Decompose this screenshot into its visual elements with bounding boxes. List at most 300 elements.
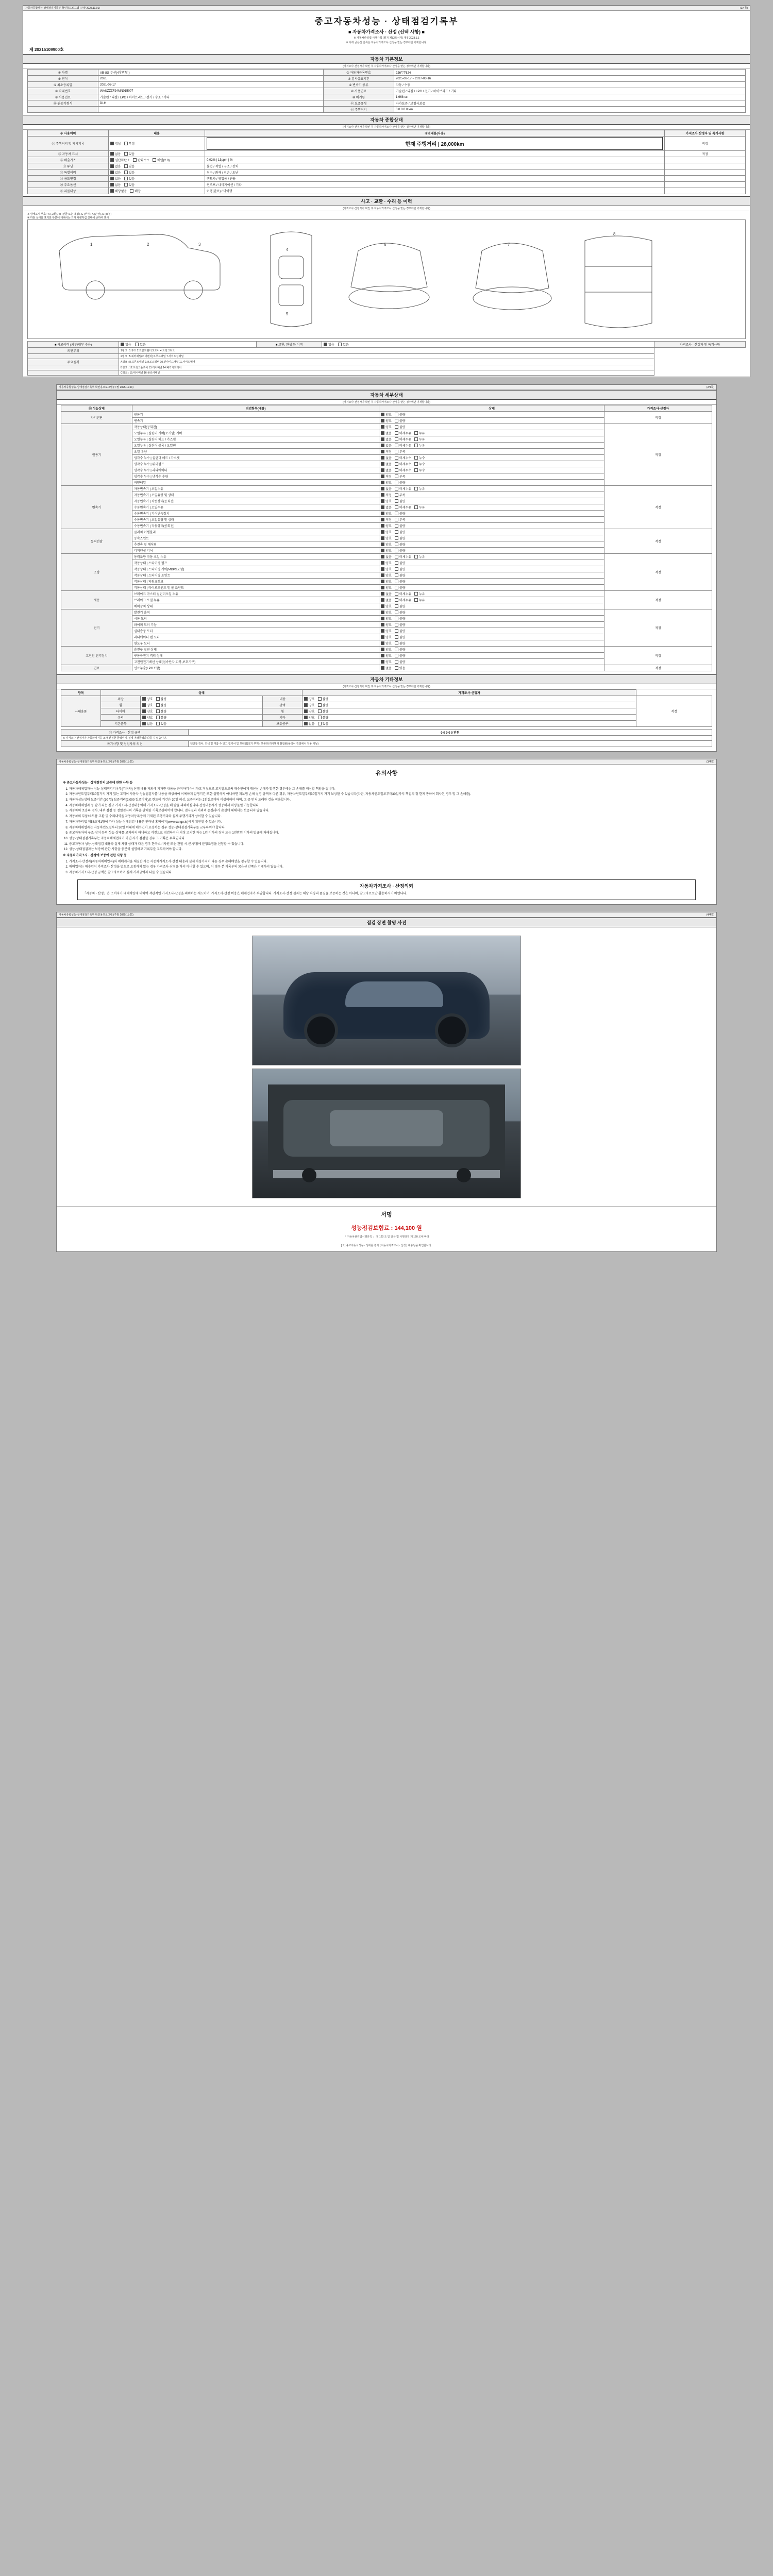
- detail-item-name: 브레이크 마스터 실린더오일 누유: [132, 591, 379, 597]
- detail-chk-3-2-0[interactable]: 양호: [381, 542, 392, 547]
- detail-item-state: [379, 529, 604, 535]
- detail-chk-1-4-1[interactable]: 부족: [395, 449, 406, 454]
- detail-chk-4-2-1[interactable]: 불량: [395, 567, 406, 571]
- detail-chk-5-1-2[interactable]: 누유: [414, 598, 425, 602]
- other-chk-b-4-1[interactable]: 있음: [318, 721, 329, 726]
- detail-item-state: [379, 579, 604, 585]
- detail-chk-0-1-1[interactable]: 불량: [395, 418, 406, 423]
- detail-chk-2-0-0[interactable]: 없음: [381, 486, 392, 491]
- detail-chk-1-2-1[interactable]: 미세누유: [395, 437, 411, 442]
- svg-text:7: 7: [508, 242, 510, 247]
- detail-chk-2-0-2[interactable]: 누유: [414, 486, 425, 491]
- condition-note: [665, 176, 746, 182]
- detail-item-state: [379, 603, 604, 609]
- section-detail-sub: (가격조사·산정자가 확인 후 자동차가격조사·산정을 받는 경우에만 기재합니다): [57, 400, 716, 405]
- detail-row: [61, 424, 712, 430]
- detail-chk-7-2-1[interactable]: 불량: [395, 659, 406, 664]
- condition-chk-3-0[interactable]: 없음: [110, 164, 121, 168]
- detail-chk-5-2-1[interactable]: 불량: [395, 604, 406, 608]
- detail-item-state: [379, 548, 604, 554]
- condition-name: ⑰ 튜닝: [28, 163, 109, 170]
- notice-head-2: ※ 자동차가격조사 · 산정에 보증에 관한 사항 등: [63, 854, 127, 857]
- detail-chk-1-1-1[interactable]: 미세누유: [395, 431, 411, 435]
- accident-line-1: ※ 상태표시 부호 : X (교환), W (판금 또는 용접), C (부식), A (손상), U (요철): [27, 213, 112, 216]
- underbody-svg: [253, 1069, 520, 1198]
- detail-item-name: 발전기 출력: [132, 609, 379, 616]
- detail-item-state: [379, 597, 604, 603]
- section-condition-sub: (가격조사·산정자가 확인 후 자동차가격조사·산정을 받는 경우에만 기재합니다): [23, 125, 750, 130]
- basic-row: [28, 100, 746, 107]
- detail-chk-6-3-1[interactable]: 불량: [395, 629, 406, 633]
- detail-chk-1-7-0[interactable]: 없음: [381, 468, 392, 472]
- detail-chk-1-1-0[interactable]: 없음: [381, 431, 392, 435]
- page-title: 중고자동차성능 · 상태점검기록부: [314, 16, 459, 26]
- detail-chk-7-0-0[interactable]: 양호: [381, 647, 392, 652]
- basic-label-l: ⑤ 최초등록일: [28, 82, 98, 88]
- legend-key: 외판부위: [28, 348, 119, 354]
- other-options-2: [303, 715, 636, 721]
- detail-chk-1-5-1[interactable]: 미세누수: [395, 455, 411, 460]
- condition-chk-1-1[interactable]: 있음: [124, 151, 135, 156]
- condition-options: [109, 170, 205, 176]
- other-options: [141, 702, 263, 708]
- detail-chk-1-0-0[interactable]: 양호: [381, 425, 392, 429]
- other-chk-a-4-1[interactable]: 있음: [156, 721, 167, 726]
- photos-title: 점검 장면 촬영 사진: [57, 918, 716, 927]
- chk-damage-none[interactable]: 없음: [121, 342, 131, 347]
- detail-chk-4-1-0[interactable]: 양호: [381, 561, 392, 565]
- sheet3-topbar: [57, 759, 716, 765]
- detail-table: [61, 405, 712, 671]
- legend-value: A랭크 : 8.프론트패널 9.크로스멤버 10.인사이드패널 11.사이드멤버: [119, 359, 654, 365]
- detail-chk-6-4-1[interactable]: 불량: [395, 635, 406, 639]
- detail-chk-3-1-0[interactable]: 양호: [381, 536, 392, 540]
- detail-chk-2-3-0[interactable]: 없음: [381, 505, 392, 510]
- notice-item: 10. 성능·상태점검기록부는 자동차해체업자가 아닌 자가 점검한 경우 그 기록은 무효입니다.: [69, 837, 704, 841]
- detail-chk-0-0-1[interactable]: 불량: [395, 412, 406, 417]
- section-detail-title: 자동차 세부상태: [57, 390, 716, 400]
- condition-name: ⑯ 배출가스: [28, 157, 109, 163]
- chk-exchange-yes[interactable]: 있음: [338, 342, 349, 347]
- condition-name: ㉑ 리콜대상: [28, 188, 109, 194]
- other-key-2: 보유공구: [263, 721, 303, 727]
- other-chk-a-0-1[interactable]: 불량: [156, 697, 167, 701]
- detail-chk-8-0-0[interactable]: 없음: [381, 666, 392, 670]
- detail-chk-1-3-2[interactable]: 누유: [414, 443, 425, 448]
- detail-chk-1-9-0[interactable]: 양호: [381, 480, 392, 485]
- condition-chk-5-0[interactable]: 없음: [110, 176, 121, 181]
- section-basic-sub: (가격조사·산정자가 확인 후 자동차가격조사·산정을 받는 경우에만 기재합니다): [23, 64, 750, 69]
- detail-chk-7-1-0[interactable]: 양호: [381, 653, 392, 658]
- detail-chk-2-4-1[interactable]: 불량: [395, 511, 406, 516]
- detail-item-name: 수동변속기 | 오일유량 및 상태: [132, 517, 379, 523]
- detail-chk-6-1-0[interactable]: 양호: [381, 616, 392, 621]
- detail-item-state: [379, 653, 604, 659]
- detail-chk-2-3-2[interactable]: 누유: [414, 505, 425, 510]
- detail-chk-2-0-1[interactable]: 미세누유: [395, 486, 411, 491]
- basic-value-l: 2021: [98, 76, 324, 82]
- condition-chk-6-0[interactable]: 없음: [110, 182, 121, 187]
- detail-chk-3-1-1[interactable]: 불량: [395, 536, 406, 540]
- detail-item-state: [379, 560, 604, 566]
- detail-chk-1-5-0[interactable]: 없음: [381, 455, 392, 460]
- other-row: [61, 715, 712, 721]
- condition-chk-4-0[interactable]: 없음: [110, 170, 121, 175]
- condition-chk-1-0[interactable]: 없음: [110, 151, 121, 156]
- doc-no-label: 제: [29, 47, 33, 52]
- other-col-header: 상태: [101, 690, 303, 696]
- detail-chk-1-2-0[interactable]: 없음: [381, 437, 392, 442]
- detail-row: [61, 554, 712, 560]
- footer-note-2: [ 5 ] 중고자동차성능 · 상태를 검사 [ 자동차가격조사 · 산정 ] 내용임을 확인합니다.: [341, 1244, 432, 1248]
- detail-chk-1-6-1[interactable]: 미세누수: [395, 462, 411, 466]
- detail-chk-4-3-1[interactable]: 불량: [395, 573, 406, 578]
- condition-col-header: 가격조사·산정자 및 특기사항: [665, 130, 746, 137]
- detail-chk-6-1-1[interactable]: 불량: [395, 616, 406, 621]
- car-body-shape: [283, 972, 490, 1039]
- basic-label-r: ⑥ 변속기 종류: [324, 82, 394, 88]
- basic-value-r: 226무7624: [394, 70, 746, 76]
- other-chk-b-1-0[interactable]: 양호: [304, 703, 315, 707]
- detail-item-state: [379, 616, 604, 622]
- legend-value: B랭크 : 12.트렁크플로어 13.리어패널 14.패키지트레이: [119, 365, 654, 370]
- other-chk-a-3-1[interactable]: 불량: [156, 715, 167, 720]
- detail-item-name: 오일 유량: [132, 449, 379, 455]
- other-table: [61, 689, 712, 727]
- detail-chk-2-1-0[interactable]: 적정: [381, 493, 392, 497]
- detail-item-name: 냉각수 누수 | 워터펌프: [132, 461, 379, 467]
- other-chk-a-2-0[interactable]: 양호: [142, 709, 153, 714]
- detail-chk-2-6-0[interactable]: 양호: [381, 523, 392, 528]
- basic-row: [28, 88, 746, 94]
- condition-detail: [205, 137, 665, 151]
- detail-item-state: [379, 443, 604, 449]
- accident-exchange-label: ■ 교환, 완성 등 이력: [257, 342, 322, 348]
- photo-section: [57, 927, 716, 1207]
- detail-chk-3-2-1[interactable]: 불량: [395, 542, 406, 547]
- detail-chk-3-3-1[interactable]: 불량: [395, 548, 406, 553]
- other-chk-a-2-1[interactable]: 불량: [156, 709, 167, 714]
- detail-chk-6-5-0[interactable]: 양호: [381, 641, 392, 646]
- other-note: 적정: [636, 696, 712, 727]
- detail-chk-4-0-0[interactable]: 없음: [381, 554, 392, 559]
- detail-chk-6-5-1[interactable]: 불량: [395, 641, 406, 646]
- detail-item-name: 냉각수 누수 | 라디에이터: [132, 467, 379, 473]
- detail-chk-1-7-2[interactable]: 누수: [414, 468, 425, 472]
- detail-chk-6-0-1[interactable]: 불량: [395, 610, 406, 615]
- notice-item: 9. 중고자동차의 구조·장치 등의 성능·상태를 고지하지 아니하고 거짓으로 점검하거나 거짓 고지한 자는 1년 이하의 징역 또는 1천만원 이하의 벌금에 처해집니다.: [69, 831, 704, 836]
- condition-note: [665, 188, 746, 194]
- detail-item-state: [379, 486, 604, 492]
- other-key: 유리: [101, 715, 141, 721]
- notice-item: 5. 자동차의 초음파 검사, 내부 점검 등 정밀검사의 기록을 판매한 기록보관하여야 합니다. 검사결과 이외의 손상/추가 손실에 대해서는 보증되지 않습니다.: [69, 809, 704, 814]
- detail-col-header: 가격조사·산정자: [604, 405, 712, 412]
- other-chk-b-0-1[interactable]: 불량: [318, 697, 329, 701]
- other-group: 사내용품: [61, 696, 101, 727]
- notice-item: 8. 자동차매매업자는 자동차인도일부터 30일 이내에 매수인이 요청하는 경우 성능·상태점검기록부를 교부하여야 합니다.: [69, 826, 704, 831]
- detail-chk-7-1-1[interactable]: 불량: [395, 653, 406, 658]
- detail-chk-3-0-1[interactable]: 불량: [395, 530, 406, 534]
- footer-note-1: 「 자동차관리법시행규칙 」 제 120 조 및 같은 법 시행규칙 제 120 조에 따라: [344, 1235, 429, 1239]
- other-chk-b-3-0[interactable]: 양호: [304, 715, 315, 720]
- detail-item-name: 오일누유 | 실린더 블록 / 오일팬: [132, 443, 379, 449]
- detail-chk-4-5-0[interactable]: 양호: [381, 585, 392, 590]
- other-key: 기본품목: [101, 721, 141, 727]
- condition-options: [109, 157, 205, 163]
- condition-table: [27, 130, 746, 194]
- detail-chk-1-4-0[interactable]: 적정: [381, 449, 392, 454]
- detail-chk-2-5-1[interactable]: 부족: [395, 517, 406, 522]
- detail-chk-1-9-1[interactable]: 불량: [395, 480, 406, 485]
- detail-chk-1-3-0[interactable]: 없음: [381, 443, 392, 448]
- notice-item-2: 1. 가격조사·산정자(자동차매매업자)와 매매계약을 체결한 자는 자동차가격조사·산정 내용과 실제 차량가격이 다른 경우 손해배상을 청구할 수 있습니다.: [69, 860, 704, 865]
- legend-row: [28, 359, 746, 365]
- odometer-box: 현재 주행거리 | 28,000km: [207, 137, 663, 150]
- detail-item-state: [379, 473, 604, 480]
- detail-chk-1-1-2[interactable]: 누유: [414, 431, 425, 435]
- detail-chk-4-1-1[interactable]: 불량: [395, 561, 406, 565]
- detail-chk-5-1-0[interactable]: 없음: [381, 598, 392, 602]
- detail-group: 연료: [61, 665, 132, 671]
- condition-chk-0-0[interactable]: 정상: [110, 141, 121, 146]
- detail-chk-1-6-0[interactable]: 없음: [381, 462, 392, 466]
- basic-value-l: 2021-03-17: [98, 82, 324, 88]
- basic-label-l: ① 차명: [28, 70, 98, 76]
- other-chk-a-0-0[interactable]: 양호: [142, 697, 153, 701]
- notice-item: 2. 자동차인도일부터30일가지 거기 있는 고객이 자동차 성능점검자를 내용을 배상하여 이에하지 발생기간 또한 설명하지 아니하면 피보험 손해 설명·금액이 다른 경우, 자동차인도일부터30일가지 거기 보상할 수 있습니다(다만, 자동차인도일로부터30일가지 책임의 정 한계 통하여 회사된 경우 및 그 손해를).: [69, 792, 704, 797]
- car-windshield: [345, 981, 443, 1007]
- other-chk-b-2-1[interactable]: 불량: [318, 709, 329, 714]
- detail-chk-1-2-2[interactable]: 누유: [414, 437, 425, 442]
- detail-chk-4-3-0[interactable]: 양호: [381, 573, 392, 578]
- detail-item-state: [379, 498, 604, 504]
- detail-item-name: 작동상태 | 스티어링 기어(MDPS포함): [132, 566, 379, 572]
- notice-head: ※ 중고자동차성능 · 상태점검의 보증에 관한 사항 등: [63, 782, 133, 785]
- detail-item-name: 작동상태 | 파워크랭크: [132, 579, 379, 585]
- detail-note: 적정: [604, 554, 712, 591]
- detail-item-name: 원동기: [132, 412, 379, 418]
- detail-chk-2-4-0[interactable]: 양호: [381, 511, 392, 516]
- condition-col-header: 내용: [109, 130, 205, 137]
- detail-chk-2-6-1[interactable]: 불량: [395, 523, 406, 528]
- condition-chk-3-1[interactable]: 있음: [124, 164, 135, 168]
- detail-chk-3-0-0[interactable]: 양호: [381, 530, 392, 534]
- basic-value-l: AB-8G 무선(4후반딜 ): [98, 70, 324, 76]
- insurance-fee: 성능점검보험료 : 144,100 원: [351, 1225, 422, 1232]
- detail-chk-1-5-2[interactable]: 누수: [414, 455, 425, 460]
- topbar-left-text: 자동차종합성능·상태점검기록부 확인용프로그램 (주말 2025.11.01): [25, 7, 100, 10]
- detail-chk-4-5-1[interactable]: 불량: [395, 585, 406, 590]
- detail-chk-3-3-0[interactable]: 양호: [381, 548, 392, 553]
- detail-item-state: [379, 424, 604, 430]
- basic-value-l: 가솔린 / 디젤 / LPG / 하이브리드 / 전기 / 수소 / 기타: [98, 94, 324, 100]
- condition-chk-4-1[interactable]: 있음: [124, 170, 135, 175]
- detail-chk-5-1-1[interactable]: 미세누유: [395, 598, 411, 602]
- legend-value: 1랭크 : 1.후드 2.프론트펜더 3.도어 4.트렁크리드: [119, 348, 654, 354]
- sheet-3: [56, 759, 717, 905]
- detail-item-state: [379, 467, 604, 473]
- condition-chk-2-1[interactable]: 탄화수소: [133, 158, 149, 162]
- detail-note: 적정: [604, 412, 712, 424]
- detail-item-state: [379, 517, 604, 523]
- detail-chk-4-0-1[interactable]: 미세누유: [395, 554, 411, 559]
- detail-chk-5-2-0[interactable]: 양호: [381, 604, 392, 608]
- detail-row: [61, 665, 712, 671]
- chk-damage-yes[interactable]: 있음: [135, 342, 146, 347]
- detail-col-header: 점검항목(내용): [132, 405, 379, 412]
- detail-row: [61, 529, 712, 535]
- detail-item-name: 시동 모터: [132, 616, 379, 622]
- other-row: [61, 721, 712, 727]
- detail-chk-1-3-1[interactable]: 미세누유: [395, 443, 411, 448]
- other-chk-a-4-0[interactable]: 없음: [142, 721, 153, 726]
- other-chk-b-2-0[interactable]: 양호: [304, 709, 315, 714]
- condition-note: 적정: [665, 137, 746, 151]
- detail-chk-5-0-2[interactable]: 누유: [414, 591, 425, 596]
- legend-key: 주요골격: [28, 359, 119, 365]
- basic-label-r: ⑫ 보증유형: [324, 100, 394, 107]
- detail-chk-0-1-0[interactable]: 양호: [381, 418, 392, 423]
- detail-item-state: [379, 640, 604, 647]
- other-chk-a-1-0[interactable]: 양호: [142, 703, 153, 707]
- detail-chk-2-5-0[interactable]: 적정: [381, 517, 392, 522]
- detail-row: [61, 486, 712, 492]
- detail-chk-6-4-0[interactable]: 양호: [381, 635, 392, 639]
- basic-value-l: [98, 107, 324, 113]
- section-other-title: 자동차 기타정보: [57, 674, 716, 684]
- condition-chk-7-1[interactable]: 해당: [130, 189, 141, 193]
- detail-note: 적정: [604, 609, 712, 647]
- basic-row: [28, 76, 746, 82]
- detail-item-name: 자동변속기 | 오일유량 및 상태: [132, 492, 379, 498]
- detail-item-state: [379, 511, 604, 517]
- condition-chk-2-2[interactable]: 매연(2.0): [153, 158, 170, 162]
- detail-chk-7-0-1[interactable]: 불량: [395, 647, 406, 652]
- sheet1-topbar: [23, 6, 750, 11]
- svg-text:4: 4: [286, 247, 289, 252]
- detail-item-name: 구동축전지 격리 상태: [132, 653, 379, 659]
- basic-value-r: 가솔린 / 디젤 / LPG / 전기 / 하이브리드 / 기타: [394, 88, 746, 94]
- condition-col-header: 점검내용(사용): [205, 130, 665, 137]
- condition-chk-5-1[interactable]: 있음: [124, 176, 135, 181]
- photo-underbody: [252, 1069, 521, 1198]
- detail-group: 전기: [61, 609, 132, 647]
- detail-chk-6-2-1[interactable]: 불량: [395, 622, 406, 627]
- detail-chk-4-0-2[interactable]: 누유: [414, 554, 425, 559]
- detail-chk-1-6-2[interactable]: 누수: [414, 462, 425, 466]
- other-options: [141, 721, 263, 727]
- detail-chk-1-0-1[interactable]: 불량: [395, 425, 406, 429]
- condition-chk-6-1[interactable]: 있음: [124, 182, 135, 187]
- detail-chk-1-8-1[interactable]: 부족: [395, 474, 406, 479]
- svg-text:2: 2: [147, 242, 149, 247]
- detail-item-state: [379, 480, 604, 486]
- legend-key: [28, 370, 119, 376]
- basic-value-r: 1,968 cc: [394, 94, 746, 100]
- detail-chk-5-0-0[interactable]: 없음: [381, 591, 392, 596]
- detail-row: [61, 591, 712, 597]
- detail-item-state: [379, 449, 604, 455]
- detail-chk-8-0-1[interactable]: 있음: [395, 666, 406, 670]
- accident-legend-table: [27, 341, 746, 376]
- detail-item-state: [379, 585, 604, 591]
- other-chk-a-1-1[interactable]: 불량: [156, 703, 167, 707]
- detail-chk-0-0-0[interactable]: 양호: [381, 412, 392, 417]
- car-diagram-svg: [28, 220, 745, 338]
- detail-chk-2-1-1[interactable]: 부족: [395, 493, 406, 497]
- other-chk-a-3-0[interactable]: 양호: [142, 715, 153, 720]
- detail-chk-4-2-0[interactable]: 양호: [381, 567, 392, 571]
- detail-item-name: 냉각수 누수 | 냉각수 수량: [132, 473, 379, 480]
- detail-chk-6-2-0[interactable]: 양호: [381, 622, 392, 627]
- other-key-2: 광택: [263, 702, 303, 708]
- detail-row: [61, 647, 712, 653]
- detail-chk-4-4-0[interactable]: 양호: [381, 579, 392, 584]
- detail-item-name: 실내송풍 모터: [132, 628, 379, 634]
- detail-item-name: 클러치 어셈블리: [132, 529, 379, 535]
- detail-item-name: 작동상태 | 타이로드엔드 및 볼 조인트: [132, 585, 379, 591]
- detail-item-state: [379, 504, 604, 511]
- detail-chk-6-3-0[interactable]: 양호: [381, 629, 392, 633]
- detail-chk-7-2-0[interactable]: 양호: [381, 659, 392, 664]
- detail-item-state: [379, 418, 604, 424]
- detail-item-state: [379, 572, 604, 579]
- detail-chk-6-0-0[interactable]: 양호: [381, 610, 392, 615]
- detail-item-state: [379, 647, 604, 653]
- condition-chk-7-0[interactable]: 해당없음: [110, 189, 127, 193]
- basic-label-l: ⑪ 원동기형식: [28, 100, 98, 107]
- detail-item-name: 배력장치 상태: [132, 603, 379, 609]
- detail-chk-2-3-1[interactable]: 미세누유: [395, 505, 411, 510]
- other-chk-b-1-1[interactable]: 불량: [318, 703, 329, 707]
- chk-exchange-none[interactable]: 없음: [324, 342, 334, 347]
- detail-item-name: 작동상태(공회전): [132, 424, 379, 430]
- detail-chk-2-2-0[interactable]: 양호: [381, 499, 392, 503]
- notice-item: 7. 자동차관리법 제58조제1항에 따라 성능·상태점검 내용은 인터넷 홈페이지(www.car.go.kr)에서 확인할 수 있습니다.: [69, 820, 704, 825]
- basic-value-r: 자동 / 수동: [394, 82, 746, 88]
- detail-item-name: 냉각수 누수 | 실린더 헤드 / 가스켓: [132, 455, 379, 461]
- notice-item: 1. 자동차해체업자는 성능·상태점검기록부(기록사)·산정 내용 제외에 기재한 내용을 근거하기 아니하고 거짓으로 고지할으로써 매수인에게 재산상 손해가 발생한 경우에는 그 손해를 배상할 책임을 집니다.: [69, 787, 704, 792]
- other-chk-b-0-0[interactable]: 양호: [304, 697, 315, 701]
- condition-chk-2-0[interactable]: 일산화탄소: [110, 158, 130, 162]
- condition-detail: 썬루프 / 네비게이션 / 기타: [205, 182, 665, 188]
- detail-chk-1-8-0[interactable]: 적정: [381, 474, 392, 479]
- basic-label-l: ⑦ 차대번호: [28, 88, 98, 94]
- condition-detail: [205, 151, 665, 157]
- svg-text:6: 6: [384, 242, 386, 247]
- section-other-sub: (가격조사·산정자가 확인 후 자동차가격조사·산정을 받는 경우에만 기재합니다): [57, 684, 716, 689]
- detail-chk-5-0-1[interactable]: 미세누유: [395, 591, 411, 596]
- condition-detail: 침수 / 화재 / 전손 / 도난: [205, 170, 665, 176]
- detail-group: 조향: [61, 554, 132, 591]
- notice-item: 11. 중고자동차 성능·상태점검 내용과 실제 차량 상태가 다른 경우 한국소비자원 또는 관할 시·군·구청에 분쟁조정을 신청할 수 있습니다.: [69, 842, 704, 847]
- detail-chk-4-4-1[interactable]: 불량: [395, 579, 406, 584]
- document-page: [0, 5, 773, 1252]
- sheet2-page-no: (2/4쪽): [706, 386, 714, 389]
- condition-name: ⑭ 주행거리 및 제시기록: [28, 137, 109, 151]
- detail-item-name: 등속죠인트: [132, 535, 379, 541]
- other-chk-b-3-1[interactable]: 불량: [318, 715, 329, 720]
- svg-text:1: 1: [90, 242, 93, 247]
- sheet-1: [23, 5, 750, 377]
- detail-chk-2-2-1[interactable]: 불량: [395, 499, 406, 503]
- other-options-2: [303, 702, 636, 708]
- other-chk-b-4-0[interactable]: 없음: [304, 721, 315, 726]
- detail-item-name: 고전원전기배선 상태(접속단자,피복,보호기구): [132, 659, 379, 665]
- detail-chk-1-7-1[interactable]: 미세누수: [395, 468, 411, 472]
- condition-chk-0-1[interactable]: 부정: [124, 141, 135, 146]
- condition-note: [665, 170, 746, 176]
